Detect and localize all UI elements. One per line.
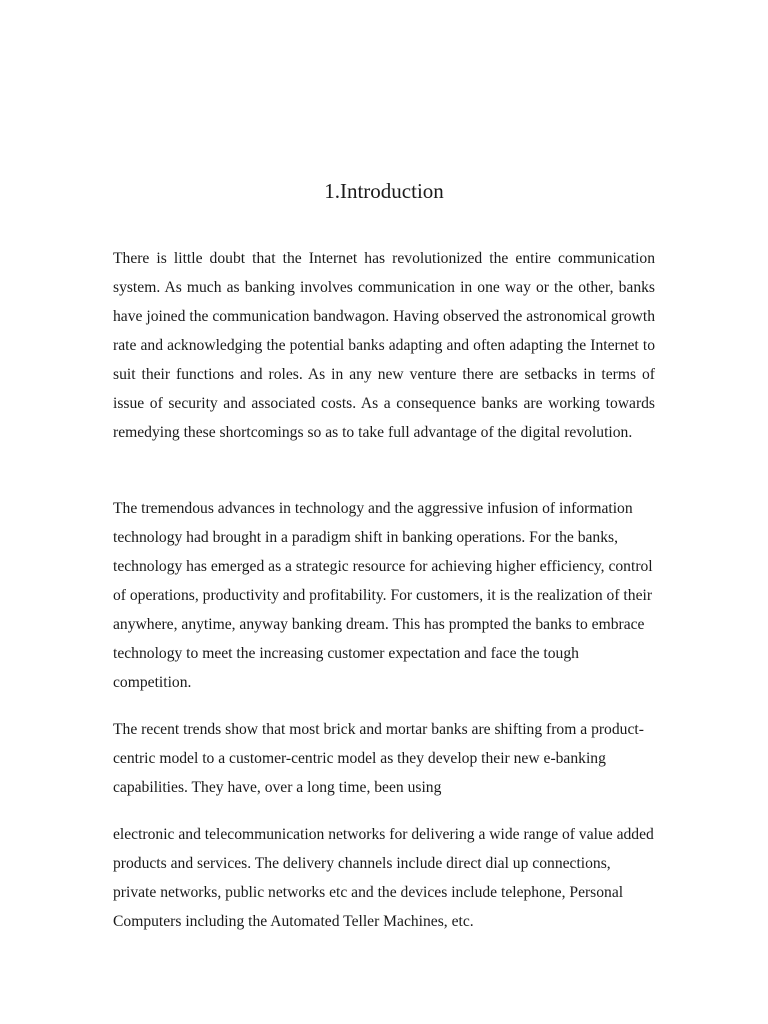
paragraph: The tremendous advances in technology and the aggressive infusion of information technology had brought in a paradigm shift in banking operations. For the banks, technology has emerged as a strategic resource for achieving higher efficiency, control of operations, productivity and profitability. For customers, it is the realization of their anywhere, anytime, anyway banking dream. This has prompted the banks to embrace technology to meet the increasing customer expectation and face the tough competition. — [113, 500, 653, 691]
paragraph: electronic and telecommunication networks for delivering a wide range of value added products and services. The delivery channels include direct dial up connections, private networks, public networks etc and the devices include telephone, Personal Computers including the Automated Teller Machines, etc. — [113, 826, 654, 930]
page-title: 1.Introduction — [324, 179, 444, 203]
paragraph: There is little doubt that the Internet has revolutionized the entire communication system. As much as banking involves communication in one way or the other, banks have joined the communication bandwagon. Having observed the astronomical growth rate and acknowledging the potential banks adapting and often adapting the Internet to suit their functions and roles. As in any new venture there are setbacks in terms of issue of security and associated costs. As a consequence banks are working towards remedying these shortcomings so as to take full advantage of the digital revolution. — [113, 250, 655, 441]
paragraph: The recent trends show that most brick and mortar banks are shifting from a product-centric model to a customer-centric model as they develop their new e-banking capabilities. They have, over a long time, been using — [113, 721, 644, 796]
